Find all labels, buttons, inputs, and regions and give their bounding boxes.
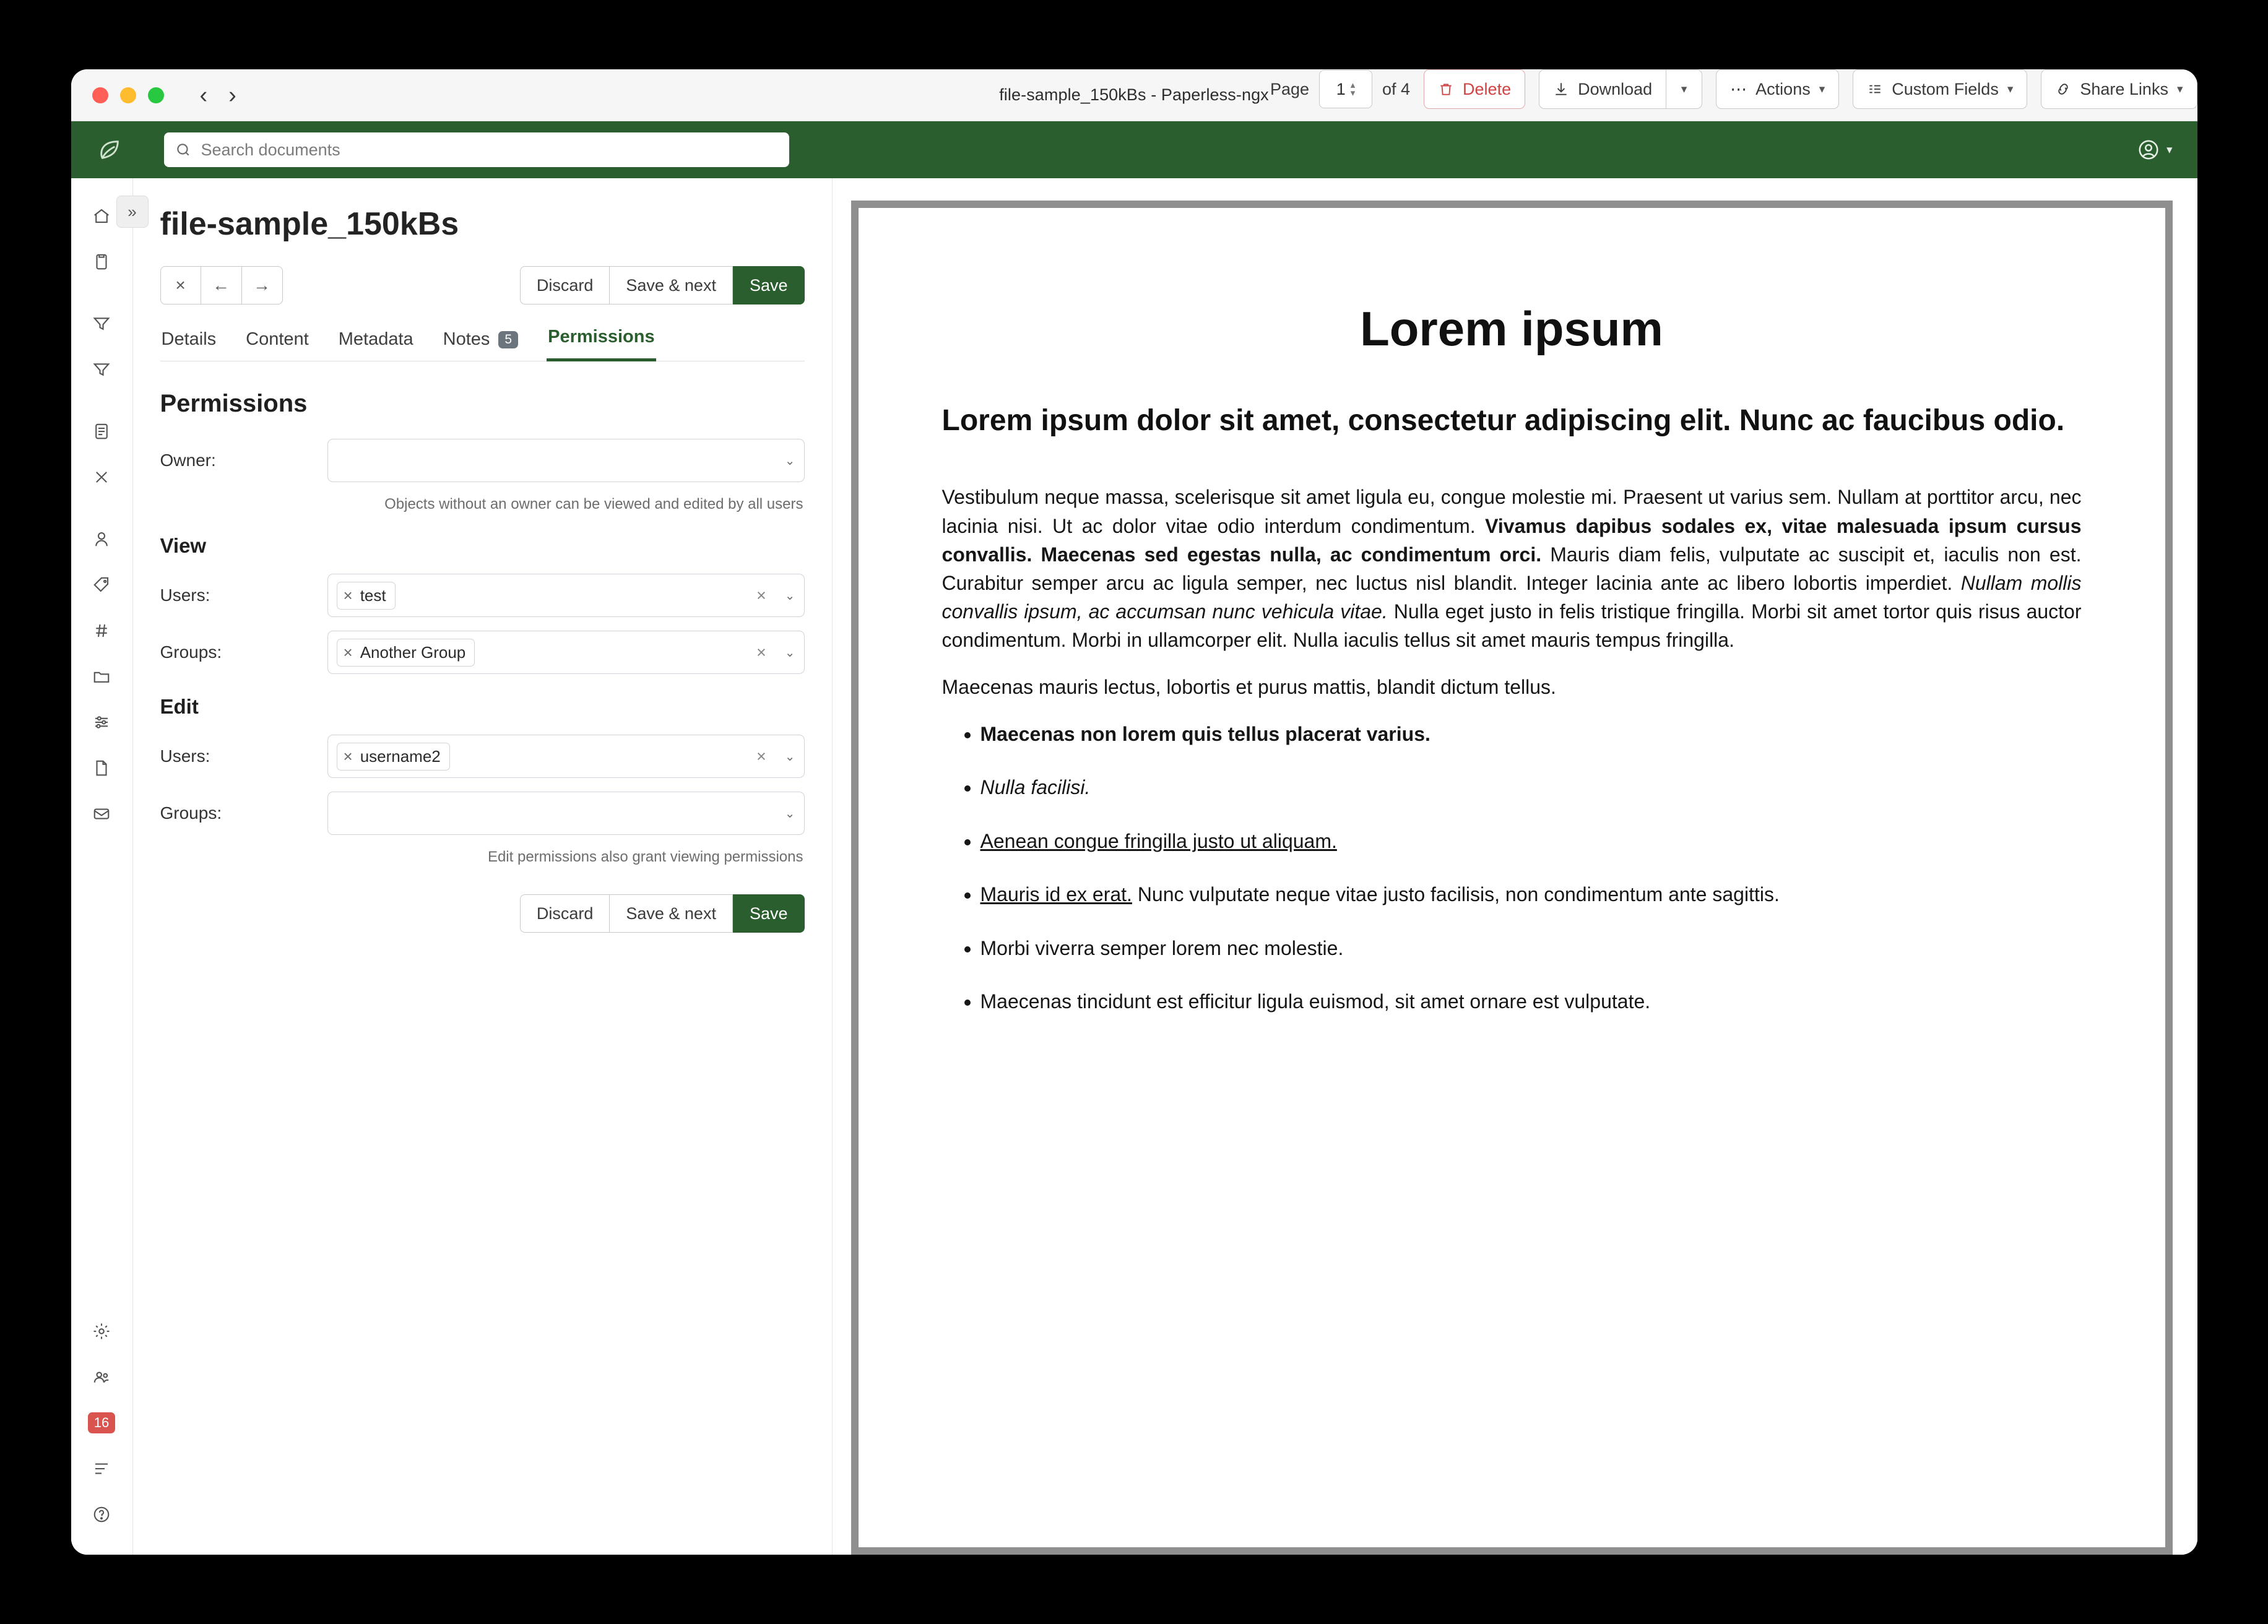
- preview-bullet-6: Maecenas tincidunt est efficitur ligula euismod, sit amet ornare est vulputate.: [980, 990, 1651, 1013]
- chevron-down-icon[interactable]: ⌄: [784, 646, 795, 660]
- sidebar-item-open-document[interactable]: [82, 412, 121, 451]
- user-circle-icon[interactable]: [2137, 138, 2160, 162]
- tab-metadata[interactable]: [337, 326, 415, 361]
- sidebar-item-saved-views-2[interactable]: [82, 350, 121, 389]
- search-icon: [175, 142, 191, 158]
- chevron-down-icon[interactable]: ⌄: [784, 589, 795, 603]
- chevron-down-icon[interactable]: ⌄: [784, 454, 795, 468]
- edit-users-row: [160, 735, 805, 778]
- sidebar-collapse-toggle[interactable]: »: [116, 196, 149, 228]
- remove-chip-icon[interactable]: ×: [343, 642, 353, 662]
- list-item: [980, 720, 2082, 748]
- owner-select[interactable]: [327, 439, 805, 482]
- window-title: file-sample_150kBs - Paperless-ngx: [999, 85, 1269, 104]
- edit-groups-select[interactable]: [327, 792, 805, 835]
- tab-details[interactable]: [160, 326, 218, 361]
- save-button-bottom[interactable]: Save: [733, 894, 805, 933]
- edit-groups-row: [160, 792, 805, 835]
- view-users-row: [160, 574, 805, 617]
- preview-bullet-1: Maecenas non lorem quis tellus placerat varius.: [980, 722, 1430, 745]
- list-item: [980, 934, 2082, 962]
- sidebar-item-tags[interactable]: [82, 566, 121, 604]
- sidebar-item-help[interactable]: [82, 1495, 121, 1534]
- preview-heading-1: Lorem ipsum: [1360, 301, 1663, 356]
- sidebar: [71, 178, 137, 1555]
- document-preview-pane: Page 1 ▴ ▾ of 4 Delete Download ▾ ⋯ Actions ▾ Custom Fields ▾ Share Links ▾ Lorem ipsum Lorem ipsum dolor sit amet, consectetur adipiscing elit. Nunc ac faucibus odio. Vestibulum neque massa, scelerisque sit amet ligula eu, congue molestie mi. Praesent ut varius sem. Nullam at porttitor arcu, nec lacinia nisi. Ut ac dolor vitae odio interdum condimentum. Vivamus dapibus sodales ex, vitae malesuada ipsum cursus convallis. Maecenas sed egestas nulla, ac condimentum orci. Mauris diam felis, vulputate ac suscipit et, iaculis non est. Curabitur semper arcu ac ligula semper, nec luctus nisl blandit. Integer lacinia ante ac libero lobortis imperdiet. Nullam mollis convallis ipsum, ac accumsan nunc vehicula vitae. Nulla eget justo in felis tristique fringilla. Morbi sit amet tortor quis risus auctor condimentum. Morbi in ullamcorper elit. Nulla iaculis tellus sit amet mauris tempus fringilla. Maecenas mauris lectus, lobortis et purus mattis, blandit dictum tellus. • Maecenas non lorem quis tellus placerat varius. • Nulla facilisi. • Aenean congue fringilla justo ut aliquam. • Mauris id ex erat. Nunc vulputate neque vitae justo facilisis, non condimentum ante sagittis. • Morbi viverra semper lorem nec molestie. • Maecenas tincidunt est efficitur ligula euismod, sit amet ornare est vulputate.: [833, 178, 2197, 1555]
- list-item: [980, 827, 2082, 855]
- edit-heading: Edit: [160, 695, 199, 718]
- forward-icon[interactable]: ›: [228, 82, 236, 108]
- view-groups-label: Groups:: [160, 642, 222, 662]
- remove-chip-icon[interactable]: ×: [343, 585, 353, 605]
- list-item: [980, 880, 2082, 909]
- clear-view-groups-icon[interactable]: ×: [756, 642, 766, 662]
- search-input[interactable]: [200, 140, 778, 160]
- chevron-down-icon[interactable]: ▾: [2166, 143, 2173, 157]
- view-user-chip[interactable]: [337, 582, 396, 610]
- sidebar-item-custom-fields[interactable]: [82, 703, 121, 741]
- sidebar-item-logs[interactable]: [82, 1449, 121, 1488]
- tab-content-label: Content: [246, 329, 309, 349]
- view-group-chip[interactable]: [337, 639, 475, 667]
- list-item: [980, 987, 2082, 1016]
- chevron-down-icon[interactable]: ⌄: [784, 749, 795, 764]
- sidebar-item-dashboard[interactable]: [82, 197, 121, 235]
- preview-p1-b: Vivamus dapibus sodales ex, vitae malesuada ipsum cursus convallis. Maecenas sed egestas nulla, ac condimentum orci.: [941, 514, 2082, 566]
- view-groups-row: [160, 631, 805, 674]
- clear-view-users-icon[interactable]: ×: [756, 585, 766, 605]
- save-button-group-top: [520, 266, 805, 304]
- list-item: [980, 773, 2082, 801]
- sidebar-item-documents[interactable]: [82, 243, 121, 281]
- edit-helper-text: Edit permissions also grant viewing permissions: [487, 849, 803, 865]
- sidebar-item-close-document[interactable]: [82, 458, 121, 496]
- close-document-button[interactable]: ×: [160, 266, 201, 304]
- notification-badge: 16: [88, 1412, 115, 1433]
- save-button-group-bottom: [160, 894, 805, 933]
- next-document-button[interactable]: →: [242, 266, 283, 304]
- tab-permissions-label: Permissions: [548, 327, 655, 347]
- preview-bullet-5: Morbi viverra semper lorem nec molestie.: [980, 936, 1344, 959]
- view-group-chip-label: Another Group: [360, 642, 466, 662]
- preview-bullet-list: [942, 720, 2082, 1016]
- app-window: [71, 69, 2197, 1555]
- owner-label: Owner:: [160, 451, 216, 470]
- tab-metadata-label: Metadata: [338, 329, 413, 349]
- preview-paragraph-1: [942, 483, 2082, 654]
- sidebar-item-storage-paths[interactable]: [82, 657, 121, 696]
- edit-users-label: Users:: [160, 746, 210, 766]
- notes-count-badge: 5: [498, 331, 518, 348]
- preview-bullet-2: Nulla facilisi.: [980, 776, 1091, 799]
- save-button-top[interactable]: Save: [733, 266, 805, 304]
- document-nav-row: [160, 266, 805, 304]
- document-tabs: [160, 323, 805, 361]
- sidebar-item-file-tasks[interactable]: [82, 749, 121, 787]
- preview-bullet-3: Aenean congue fringilla justo ut aliquam.: [980, 829, 1337, 852]
- edit-groups-label: Groups:: [160, 803, 222, 823]
- previous-document-button[interactable]: ←: [201, 266, 242, 304]
- page-title: file-sample_150kBs: [160, 206, 459, 242]
- document-nav-buttons: [160, 266, 283, 304]
- view-groups-select[interactable]: [327, 631, 805, 674]
- sidebar-item-settings[interactable]: [82, 1312, 121, 1350]
- tab-content[interactable]: [245, 326, 310, 361]
- edit-user-chip[interactable]: [337, 743, 450, 771]
- document-edit-panel: [133, 178, 833, 1555]
- sidebar-item-users-groups[interactable]: [82, 1358, 121, 1396]
- view-user-chip-label: test: [360, 585, 386, 605]
- view-users-select[interactable]: [327, 574, 805, 617]
- sidebar-item-mail[interactable]: [82, 795, 121, 833]
- preview-p1-a: Vestibulum neque massa, scelerisque sit amet ligula eu, congue molestie mi. Praesent ut varius sem. Nullam at porttitor arcu, nec lacinia nisi. Ut ac dolor vitae odio interdum condimentum.: [941, 486, 2082, 537]
- preview-p1-d: Nullam mollis convallis ipsum, ac accumsan nunc vehicula vitae.: [941, 571, 2082, 623]
- back-icon[interactable]: ‹: [199, 82, 208, 108]
- permissions-heading: Permissions: [160, 390, 308, 417]
- leaf-logo-icon[interactable]: [92, 132, 127, 167]
- search-box[interactable]: [164, 132, 789, 167]
- discard-button-top[interactable]: Discard: [520, 266, 610, 304]
- save-and-next-button-top[interactable]: Save & next: [610, 266, 733, 304]
- pdf-page-frame[interactable]: [851, 201, 2173, 1555]
- save-and-next-button-bottom[interactable]: Save & next: [610, 894, 733, 933]
- preview-bullet-4-rest: Nunc vulputate neque vitae justo facilisis, non condimentum ante sagittis.: [1132, 883, 1780, 906]
- view-heading: View: [160, 534, 207, 557]
- edit-users-select[interactable]: [327, 735, 805, 778]
- account-menu[interactable]: [2137, 138, 2173, 162]
- sidebar-item-notifications[interactable]: [82, 1404, 121, 1442]
- tab-permissions[interactable]: [547, 323, 656, 361]
- chevron-down-icon[interactable]: ⌄: [784, 806, 795, 821]
- sidebar-item-document-types[interactable]: [82, 611, 121, 650]
- preview-paragraph-2: Maecenas mauris lectus, lobortis et purus mattis, blandit dictum tellus.: [941, 675, 1556, 698]
- pdf-page: [859, 208, 2165, 1547]
- clear-edit-users-icon[interactable]: ×: [756, 746, 766, 766]
- sidebar-item-correspondents[interactable]: [82, 520, 121, 558]
- remove-chip-icon[interactable]: ×: [343, 746, 353, 766]
- owner-row: [160, 439, 805, 482]
- discard-button-bottom[interactable]: Discard: [520, 894, 610, 933]
- app-top-bar: [71, 121, 2197, 178]
- sidebar-item-saved-views-1[interactable]: [82, 304, 121, 343]
- preview-bullet-4-underlined: Mauris id ex erat.: [980, 883, 1132, 906]
- owner-helper-text: Objects without an owner can be viewed and edited by all users: [384, 496, 803, 512]
- tab-details-label: Details: [161, 329, 217, 349]
- preview-p1-c: Mauris diam felis, vulputate ac suscipit et, iaculis non est. Curabitur semper arcu ac ligula semper, nec luctus nisl blandit. Integer lacinia ante ac libero lobortis imperdiet.: [941, 543, 2082, 594]
- preview-heading-2: Lorem ipsum dolor sit amet, consectetur adipiscing elit. Nunc ac faucibus odio.: [941, 404, 2065, 437]
- edit-user-chip-label: username2: [360, 746, 441, 766]
- tab-notes[interactable]: [442, 326, 519, 361]
- preview-p1-e: Nulla eget justo in felis tristique fringilla. Morbi sit amet tortor quis risus auctor condimentum. Morbi in ullamcorper elit. Nulla iaculis tellus sit amet mauris tempus fringilla.: [941, 600, 2082, 651]
- view-users-label: Users:: [160, 585, 210, 605]
- tab-notes-label: Notes: [443, 329, 490, 349]
